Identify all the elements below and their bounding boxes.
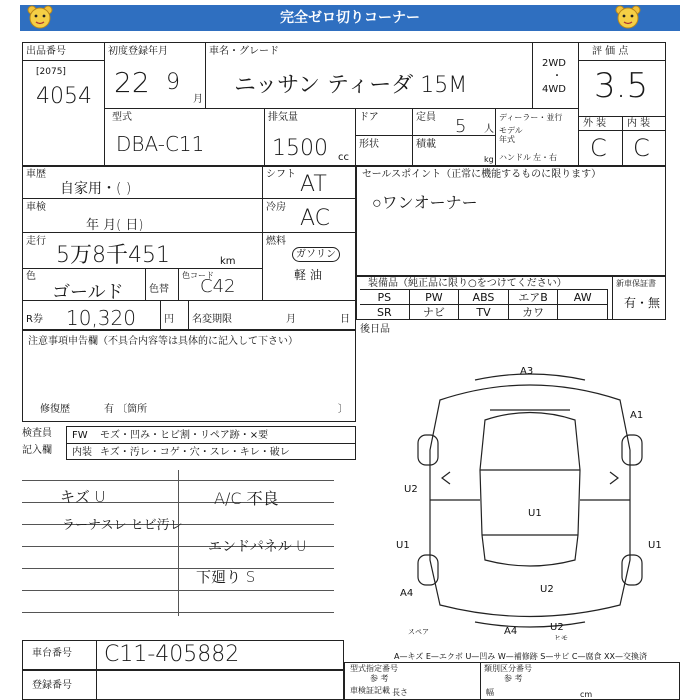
fuel-diesel: 軽 油 (294, 268, 322, 282)
interior-items: キズ・汚レ・コゲ・穴・スレ・キレ・破レ (100, 447, 290, 458)
load-label: 積載 (416, 139, 436, 150)
mark-u1-roof: U1 (528, 508, 542, 519)
repair-value: 有 〔箇所 (104, 404, 148, 415)
interior-items-label: 内装 (72, 447, 92, 458)
displacement-unit: cc (338, 152, 349, 163)
class-number-label: 類別区分番号 (484, 664, 532, 673)
car-name-label: 車名・グレード (209, 46, 279, 57)
handwritten-note-4: エンドパネル U (208, 539, 307, 555)
equipment-item: カワ (509, 305, 559, 320)
first-registration-label: 初度登録年月 (108, 46, 168, 57)
color-code-label: 色コード (182, 271, 214, 280)
notes-label: 注意事項申告欄（不具合内容等は具体的に記入して下さい） (28, 336, 298, 347)
equipment-item: PS (360, 290, 410, 305)
bear-mascot-icon (614, 4, 642, 30)
displacement-label: 排気量 (268, 112, 298, 123)
mark-u2-rear: U2 (540, 584, 554, 595)
damage-legend: A—キズ E—エクボ U—凹み W—補修跡 S—サビ C—腐食 XX—交換済 (394, 652, 648, 661)
drive-dot: ・ (552, 71, 562, 82)
mark-a4-rear: A4 (504, 626, 518, 637)
interior-label: 内 装 (627, 118, 651, 129)
mileage-value: 5万8千451 (56, 243, 170, 268)
warranty-label: 新車保証書 (616, 279, 656, 288)
chassis-value: C11-405882 (104, 642, 240, 667)
handwritten-note-2: ラーナスレ ヒビ汚レ (62, 518, 183, 533)
history-value: 自家用・( ) (60, 181, 132, 197)
capacity-label: 定員 (416, 112, 436, 123)
sales-point-label: セールスポイント（正常に機能するものに限ります） (362, 169, 602, 180)
mark-a1: A1 (630, 410, 644, 421)
dealer-label: ディーラー・並行 (499, 113, 563, 122)
car-damage-diagram (380, 360, 680, 640)
capacity-unit: 人 (484, 124, 494, 135)
length-label: 長さ (392, 688, 408, 697)
shape-label: 形状 (359, 139, 379, 150)
rear-seat-label: 後日品 (360, 324, 390, 335)
mark-u2-bottom: U2 (550, 622, 564, 633)
equipment-item: AW (558, 290, 608, 305)
cert-label: 車検証記載 (350, 686, 390, 695)
recycle-label: R券 (26, 314, 43, 325)
equipment-item: SR (360, 305, 410, 320)
car-name-value: ニッサン ティーダ 15M (234, 73, 468, 98)
color-value: ゴールド (52, 282, 124, 303)
mark-a4-left: A4 (400, 588, 414, 599)
equipment-item (558, 305, 608, 320)
history-label: 車歴 (26, 169, 46, 180)
lot-label: 出品番号 (26, 46, 66, 57)
exterior-label: 外 装 (583, 118, 607, 129)
equipment-item: TV (459, 305, 509, 320)
color-change-label: 色替 (149, 284, 169, 295)
mileage-unit: km (220, 256, 236, 267)
type-number-label: 型式指定番号 (350, 664, 398, 673)
strap-label: ヒモ (554, 634, 568, 640)
fw-items: モズ・凹み・ヒビ割・リペア跡・×要 (100, 430, 269, 441)
capacity-value: 5 (455, 116, 467, 137)
equipment-item: PW (410, 290, 460, 305)
color-label: 色 (26, 271, 36, 282)
class-number-ref: 参 考 (504, 674, 523, 683)
spare-label: スペア (408, 628, 429, 636)
model-value: DBA-C11 (116, 132, 205, 156)
name-change-month: 月 (286, 314, 296, 325)
recycle-value: 10,320 (66, 306, 136, 330)
interior-grade: C (633, 134, 650, 162)
equipment-item: ナビ (410, 305, 460, 320)
fw-label: FW (72, 430, 88, 441)
fuel-gasoline: ガソリン (292, 247, 340, 262)
inspector-label-2: 記入欄 (22, 445, 52, 456)
width-label: 幅 (486, 688, 494, 697)
ac-value: AC (300, 206, 331, 231)
model-year-label: モデル年式 (499, 126, 523, 144)
equipment-item: エアB (509, 290, 559, 305)
registration-label: 登録番号 (32, 680, 72, 691)
model-label: 型式 (112, 112, 132, 123)
lot-number: 4054 (36, 84, 92, 109)
repair-label: 修復歴 (40, 404, 70, 415)
doors-label: ドア (359, 112, 379, 123)
name-change-label: 名変期限 (192, 314, 232, 325)
sales-point-value: ○ワンオーナー (372, 193, 478, 212)
inspector-label: 検査員 (22, 428, 52, 439)
displacement-value: 1500 (272, 136, 328, 161)
first-registration-year: 22 (114, 66, 150, 99)
page-header: 完全ゼロ切りコーナー (20, 5, 680, 31)
mileage-label: 走行 (26, 236, 46, 247)
handwritten-note-5: 下廻り S (196, 568, 256, 586)
handwritten-note-3: A/C 不良 (214, 489, 279, 508)
handle-label: ハンドル (499, 153, 531, 162)
shift-value: AT (300, 172, 327, 197)
mark-u2-left: U2 (404, 484, 418, 495)
shift-label: シフト (266, 169, 296, 180)
lot-code: [2075] (36, 67, 66, 77)
equipment-label: 装備品（純正品に限り○をつけてください） (368, 278, 567, 289)
equipment-grid (360, 289, 608, 320)
inspection-label: 車検 (26, 202, 46, 213)
mark-u1-right: U1 (648, 540, 662, 551)
equipment-item: ABS (459, 290, 509, 305)
color-code-value: C42 (200, 276, 236, 297)
score-value: 3.5 (594, 66, 649, 106)
first-registration-month: 9 (166, 70, 180, 95)
warranty-value: 有・無 (624, 296, 661, 310)
exterior-grade: C (590, 134, 607, 162)
drive-2wd: 2WD (542, 58, 566, 69)
recycle-unit: 円 (164, 314, 174, 325)
repair-close: 〕 (338, 404, 348, 415)
handwritten-note-1: キズ U (60, 488, 106, 506)
mark-u1-left: U1 (396, 540, 410, 551)
handle-value: 左・右 (533, 153, 557, 162)
ac-label: 冷房 (266, 202, 286, 213)
mark-a3: A3 (520, 366, 534, 377)
inspection-value: 年 月( 日) (86, 218, 144, 233)
cm-unit: cm (580, 690, 593, 699)
sales-point-box (356, 166, 666, 276)
chassis-label: 車台番号 (32, 648, 72, 659)
score-label: 評 価 点 (592, 46, 629, 57)
load-unit: kg (484, 155, 494, 164)
name-change-day: 日 (340, 314, 350, 325)
type-number-ref: 参 考 (370, 674, 389, 683)
drive-4wd: 4WD (542, 84, 566, 95)
fuel-label: 燃料 (266, 236, 286, 247)
month-unit: 月 (193, 94, 203, 105)
bear-mascot-icon (26, 4, 54, 30)
